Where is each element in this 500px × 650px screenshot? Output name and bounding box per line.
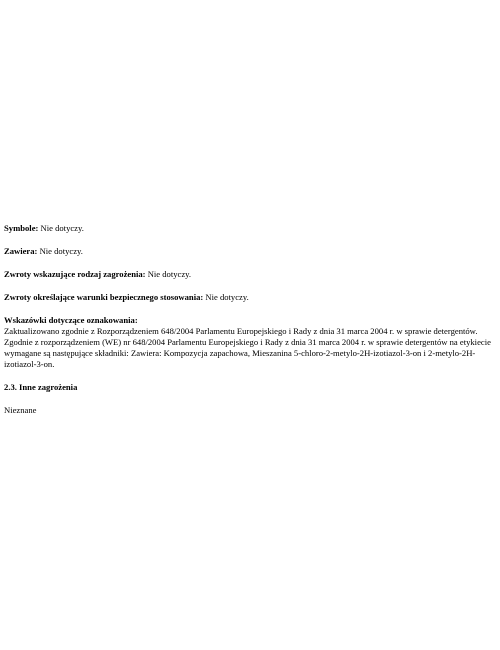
labelling-guidance	[4, 315, 494, 370]
section-heading: 2.3. Inne zagrożenia	[4, 382, 78, 392]
labelling-text-2: Zgodnie z rozporządzeniem (WE) nr 648/2004 Parlamentu Europejskiego i Rady z dnia 31 marca 2004 r. w sprawie detergentów na etykiecie wymagane są następujące składniki: Zawiera: Kompozycja zapachowa, Mieszanina 5-chloro-2-metylo-2H-izotiazol-3-on i 2-metylo-2H-izotiazol-3-on.	[4, 337, 491, 369]
section-body: Nieznane	[4, 405, 37, 415]
statement-label: Zwroty wskazujące rodzaj zagrożenia:	[4, 269, 146, 279]
statement-value: Nie dotyczy.	[205, 292, 249, 302]
statement-value: Nie dotyczy.	[40, 223, 84, 233]
labelling-heading: Wskazówki dotyczące oznakowania:	[4, 315, 138, 325]
statement-label: Symbole:	[4, 223, 39, 233]
hazard-phrases-statement	[4, 269, 494, 280]
statement-label: Zwroty określające warunki bezpiecznego stosowania:	[4, 292, 204, 302]
statement-value: Nie dotyczy.	[39, 246, 83, 256]
document-page	[4, 223, 494, 428]
symbols-statement	[4, 223, 494, 234]
statement-value: Nie dotyczy.	[147, 269, 192, 279]
labelling-text-1: Zaktualizowano zgodnie z Rozporządzeniem 648/2004 Parlamentu Europejskiego i Rady z dnia 31 marca 2004 r. w sprawie detergentów.	[4, 326, 478, 336]
safety-phrases-statement	[4, 292, 494, 303]
contains-statement	[4, 246, 494, 257]
statement-label: Zawiera:	[4, 246, 38, 256]
